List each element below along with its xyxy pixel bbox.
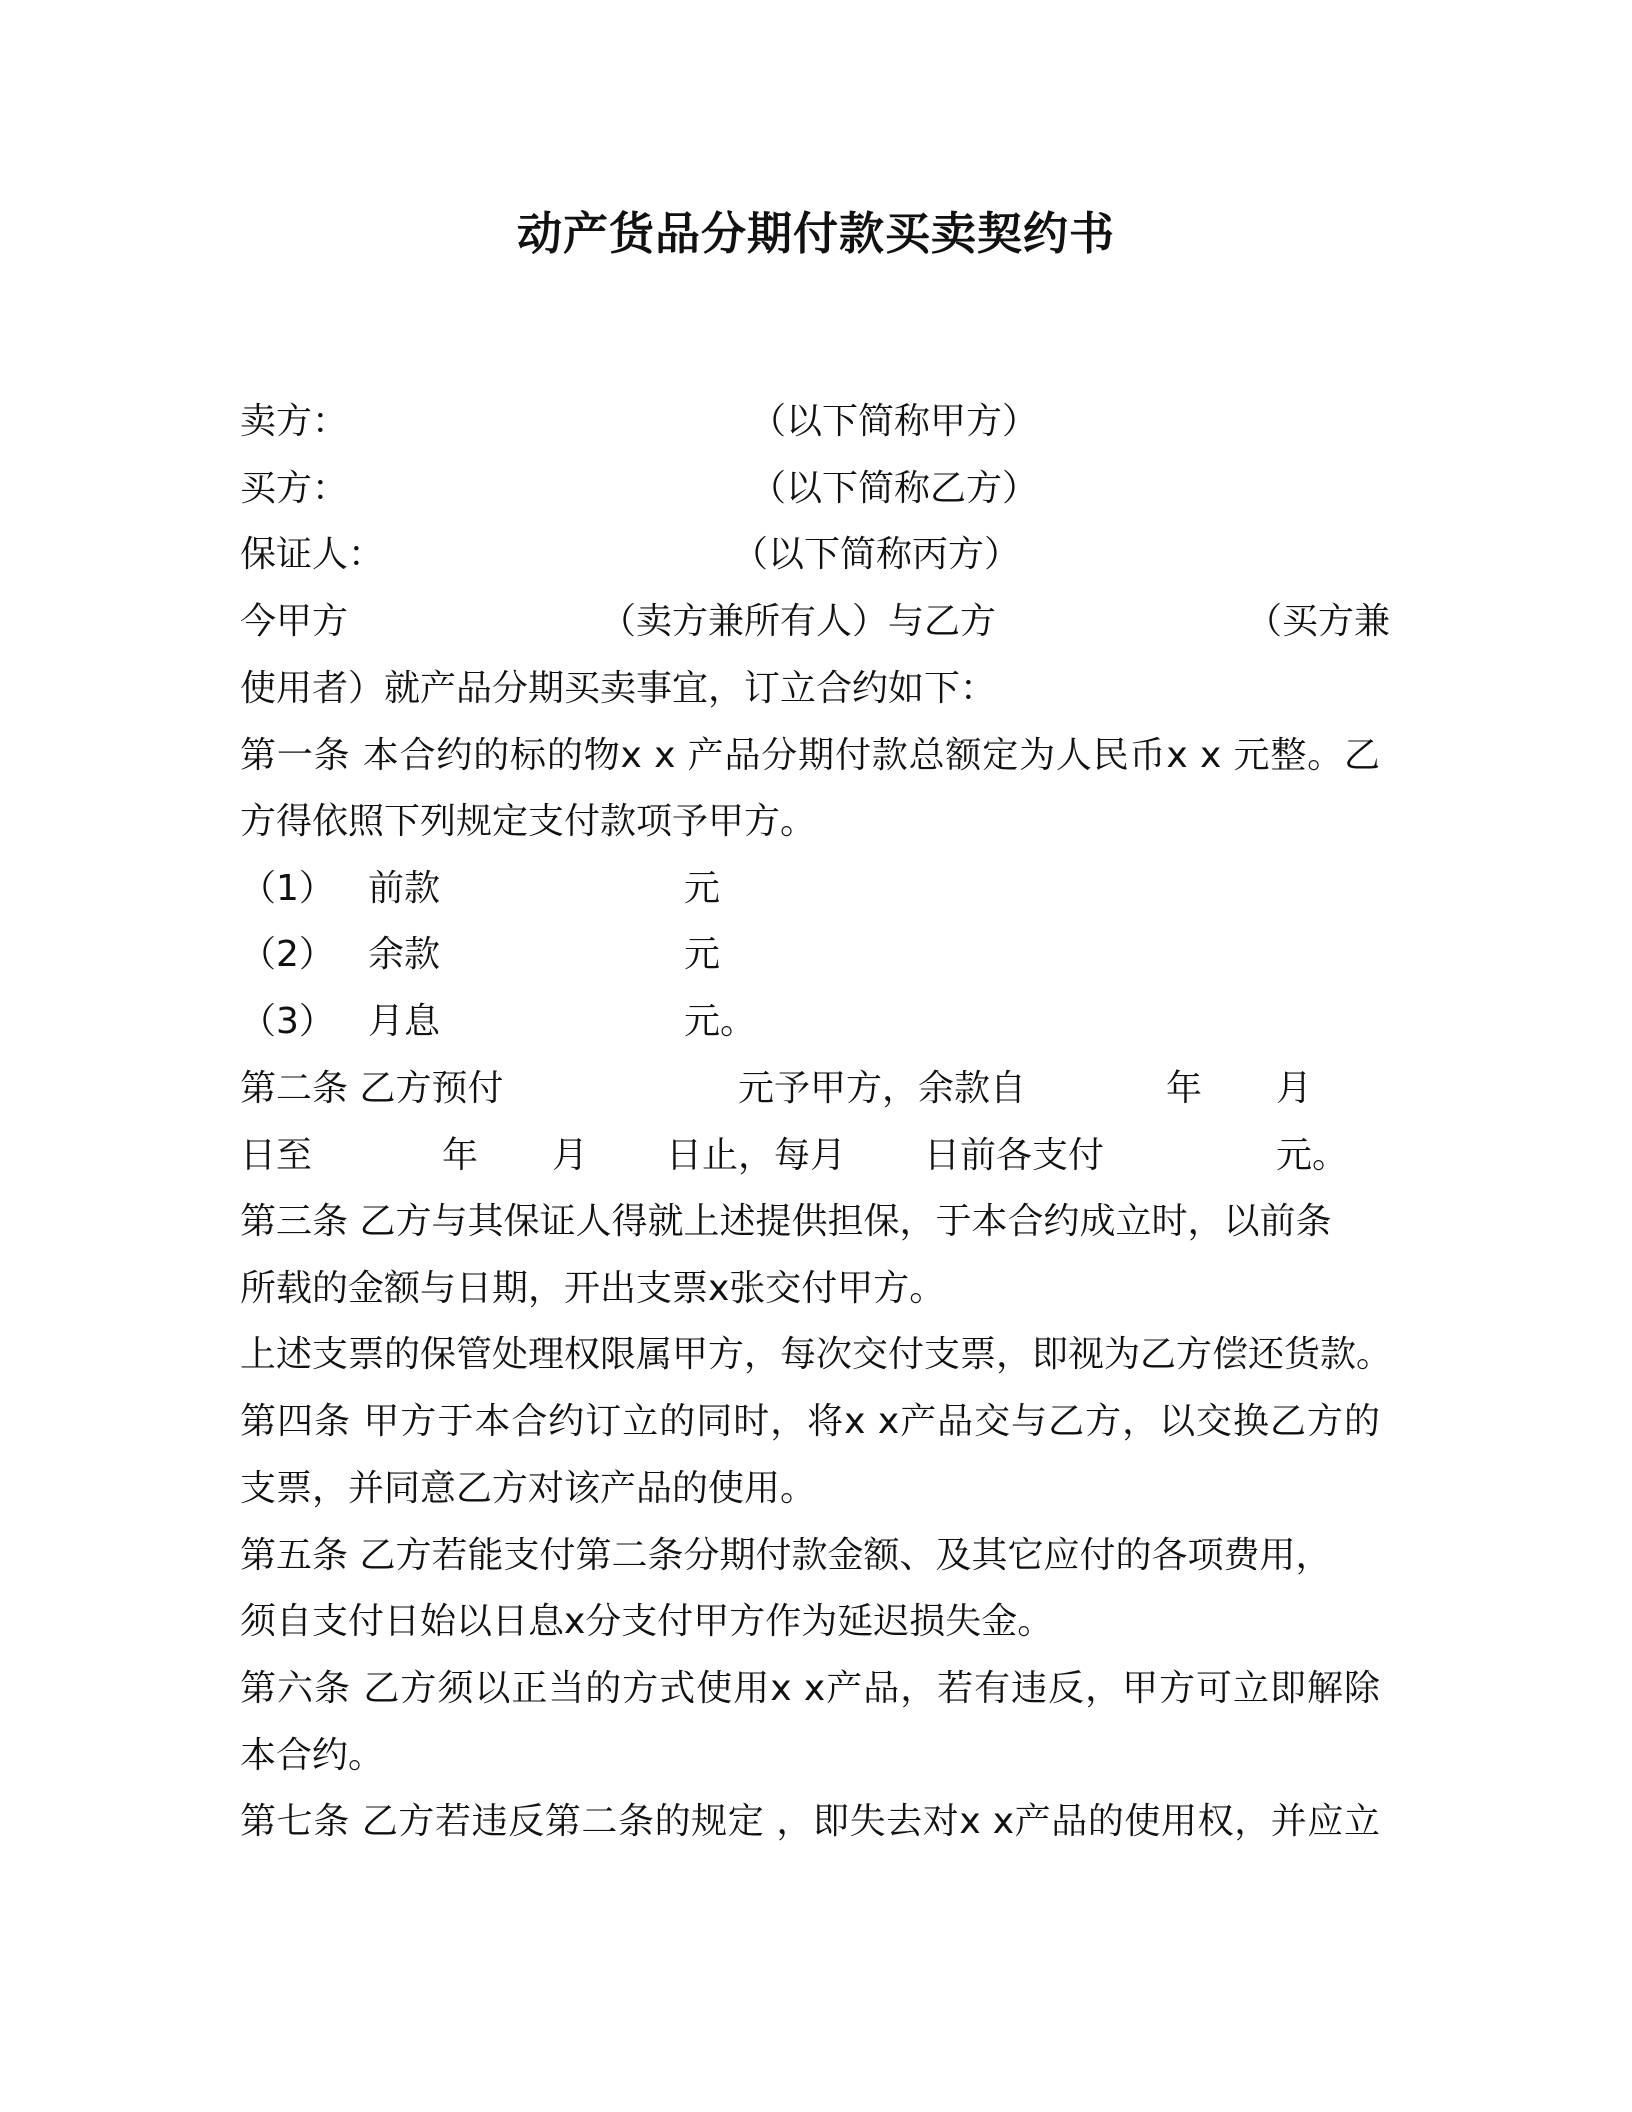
document-title: 动产货品分期付款买卖契约书 [516, 207, 1115, 260]
article4-text-2: 支票，并同意乙方对该产品的使用。 [240, 1468, 817, 1509]
payment-item-label: 月息 [368, 1001, 441, 1042]
article4-line-1: 第四条 甲方于本合约订立的同时，将x x产品交与乙方，以交换乙方的 [240, 1401, 1380, 1442]
article1-line-1: 第一条 本合约的标的物x x 产品分期付款总额定为人民币x x 元整。乙 [240, 735, 1380, 776]
preamble-part-2: （卖方兼所有人）与乙方 [600, 601, 997, 642]
preamble-part-3: （买方兼 [1246, 601, 1391, 642]
article2-part-g: 月 [552, 1135, 589, 1176]
guarantor-label: 保证人： [240, 534, 385, 575]
article5-text-1: 第五条 乙方若能支付第二条分期付款金额、及其它应付的各项费用， [240, 1535, 1332, 1576]
article6-line-1: 第六条 乙方须以正当的方式使用x x产品，若有违反，甲方可立即解除 [240, 1668, 1380, 1709]
article3-text-2: 所载的金额与日期，开出支票x张交付甲方。 [240, 1268, 946, 1309]
seller-note: （以下简称甲方） [750, 401, 1039, 442]
guarantor-note: （以下简称丙方） [732, 534, 1021, 575]
article2-part-b: 元予甲方，余款自 [738, 1068, 1027, 1109]
article2-part-c: 年 [1166, 1068, 1203, 1109]
article3-line-3: 上述支票的保管处理权限属甲方，每次交付支票，即视为乙方偿还货款。 [240, 1334, 1393, 1375]
preamble-part-1: 今甲方 [240, 601, 349, 642]
payment-item-unit: 元。 [684, 1001, 757, 1042]
payment-item-label: 余款 [368, 934, 441, 975]
article2-part-j: 元。 [1276, 1135, 1349, 1176]
article6-text-2: 本合约。 [240, 1735, 385, 1776]
payment-item-unit: 元 [684, 868, 721, 909]
payment-item-num: （2） [240, 934, 335, 975]
payment-item-num: （1） [240, 868, 335, 909]
buyer-note: （以下简称乙方） [750, 468, 1039, 509]
article2-part-i: 日前各支付 [924, 1135, 1105, 1176]
article2-part-e: 日至 [240, 1135, 313, 1176]
article7-line-1: 第七条 乙方若违反第二条的规定 ，即失去对x x产品的使用权，并应立 [240, 1801, 1380, 1842]
seller-label: 卖方： [240, 401, 349, 442]
payment-item-num: （3） [240, 1001, 335, 1042]
article2-part-f: 年 [442, 1135, 479, 1176]
preamble-text: 使用者）就产品分期买卖事宜，订立合约如下： [240, 668, 997, 709]
article5-text-2: 须自支付日始以日息x分支付甲方作为延迟损失金。 [240, 1601, 1054, 1642]
payment-item-label: 前款 [368, 868, 441, 909]
article2-part-h: 日止，每月 [666, 1135, 847, 1176]
article1-text-2: 方得依照下列规定支付款项予甲方。 [240, 801, 817, 842]
article2-part-a: 第二条 乙方预付 [240, 1068, 504, 1109]
article2-part-d: 月 [1276, 1068, 1313, 1109]
payment-item-unit: 元 [684, 934, 721, 975]
buyer-label: 买方： [240, 468, 349, 509]
article3-text-1: 第三条 乙方与其保证人得就上述提供担保，于本合约成立时，以前条 [240, 1201, 1332, 1242]
